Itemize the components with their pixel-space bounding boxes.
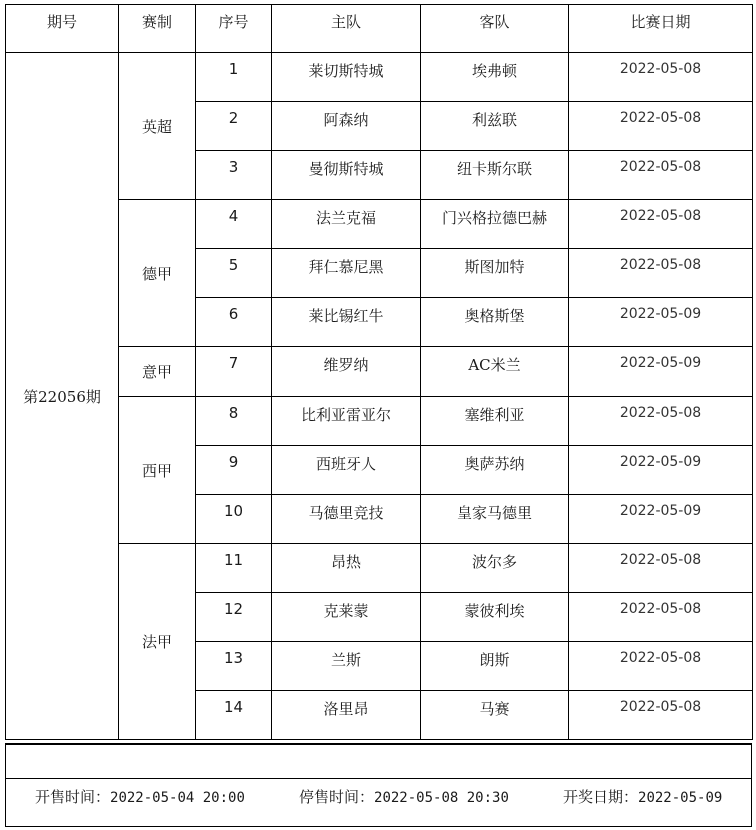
- home-team-cell: 曼彻斯特城: [272, 151, 421, 200]
- seq-cell: 4: [196, 200, 272, 249]
- away-team-cell: 皇家马德里: [421, 495, 569, 544]
- match-date-cell: 2022-05-08: [569, 151, 753, 200]
- league-cell: 意甲: [119, 347, 196, 397]
- home-team-cell: 克莱蒙: [272, 593, 421, 642]
- away-team-cell: 利兹联: [421, 102, 569, 151]
- league-cell: 法甲: [119, 544, 196, 740]
- match-date-cell: 2022-05-08: [569, 200, 753, 249]
- seq-cell: 3: [196, 151, 272, 200]
- match-schedule-table: [5, 4, 753, 740]
- sale-start-value: 2022-05-04 20:00: [110, 790, 245, 806]
- away-team-cell: 门兴格拉德巴赫: [421, 200, 569, 249]
- home-team-cell: 莱比锡红牛: [272, 298, 421, 347]
- home-team-cell: 昂热: [272, 544, 421, 593]
- seq-cell: 6: [196, 298, 272, 347]
- match-date-cell: 2022-05-08: [569, 397, 753, 446]
- match-date-cell: 2022-05-09: [569, 347, 753, 397]
- seq-cell: 7: [196, 347, 272, 397]
- away-team-cell: 马赛: [421, 691, 569, 740]
- draw-date-value: 2022-05-09: [638, 790, 723, 806]
- seq-cell: 1: [196, 53, 272, 102]
- sale-start-info: [35, 786, 245, 807]
- table-row: [6, 347, 753, 397]
- away-team-cell: 纽卡斯尔联: [421, 151, 569, 200]
- header-league: 赛制: [119, 5, 196, 53]
- home-team-cell: 维罗纳: [272, 347, 421, 397]
- seq-cell: 5: [196, 249, 272, 298]
- period-cell: 第22056期: [6, 53, 119, 740]
- match-date-cell: 2022-05-08: [569, 593, 753, 642]
- home-team-cell: 马德里竞技: [272, 495, 421, 544]
- home-team-cell: 洛里昂: [272, 691, 421, 740]
- seq-cell: 2: [196, 102, 272, 151]
- away-team-cell: 塞维利亚: [421, 397, 569, 446]
- seq-cell: 8: [196, 397, 272, 446]
- sale-stop-label: 停售时间：: [299, 788, 375, 806]
- home-team-cell: 比利亚雷亚尔: [272, 397, 421, 446]
- match-date-cell: 2022-05-08: [569, 249, 753, 298]
- header-home: 主队: [272, 5, 421, 53]
- league-cell: 英超: [119, 53, 196, 200]
- away-team-cell: 奥格斯堡: [421, 298, 569, 347]
- draw-date-info: [563, 786, 722, 807]
- home-team-cell: 法兰克福: [272, 200, 421, 249]
- match-date-cell: 2022-05-09: [569, 298, 753, 347]
- seq-cell: 12: [196, 593, 272, 642]
- away-team-cell: 蒙彼利埃: [421, 593, 569, 642]
- seq-cell: 9: [196, 446, 272, 495]
- sale-stop-info: [299, 786, 509, 807]
- match-date-cell: 2022-05-08: [569, 102, 753, 151]
- seq-cell: 10: [196, 495, 272, 544]
- header-seq: 序号: [196, 5, 272, 53]
- sale-start-label: 开售时间：: [35, 788, 111, 806]
- sale-stop-value: 2022-05-08 20:30: [374, 790, 509, 806]
- league-cell: 西甲: [119, 397, 196, 544]
- match-date-cell: 2022-05-08: [569, 544, 753, 593]
- away-team-cell: AC米兰: [421, 347, 569, 397]
- away-team-cell: 斯图加特: [421, 249, 569, 298]
- home-team-cell: 阿森纳: [272, 102, 421, 151]
- away-team-cell: 波尔多: [421, 544, 569, 593]
- header-away: 客队: [421, 5, 569, 53]
- seq-cell: 13: [196, 642, 272, 691]
- header-date: 比赛日期: [569, 5, 753, 53]
- seq-cell: 14: [196, 691, 272, 740]
- away-team-cell: 朗斯: [421, 642, 569, 691]
- away-team-cell: 奥萨苏纳: [421, 446, 569, 495]
- header-period: 期号: [6, 5, 119, 53]
- match-date-cell: 2022-05-08: [569, 53, 753, 102]
- seq-cell: 11: [196, 544, 272, 593]
- home-team-cell: 西班牙人: [272, 446, 421, 495]
- table-row: [6, 397, 753, 446]
- league-cell: 德甲: [119, 200, 196, 347]
- blank-row: [5, 743, 752, 779]
- away-team-cell: 埃弗顿: [421, 53, 569, 102]
- table-header-row: [6, 5, 753, 53]
- table-row: [6, 53, 753, 102]
- draw-date-label: 开奖日期：: [563, 788, 639, 806]
- sale-info-footer: [5, 777, 752, 827]
- home-team-cell: 莱切斯特城: [272, 53, 421, 102]
- match-date-cell: 2022-05-09: [569, 495, 753, 544]
- home-team-cell: 拜仁慕尼黑: [272, 249, 421, 298]
- table-row: [6, 544, 753, 593]
- match-date-cell: 2022-05-08: [569, 691, 753, 740]
- table-row: [6, 200, 753, 249]
- home-team-cell: 兰斯: [272, 642, 421, 691]
- match-date-cell: 2022-05-09: [569, 446, 753, 495]
- match-date-cell: 2022-05-08: [569, 642, 753, 691]
